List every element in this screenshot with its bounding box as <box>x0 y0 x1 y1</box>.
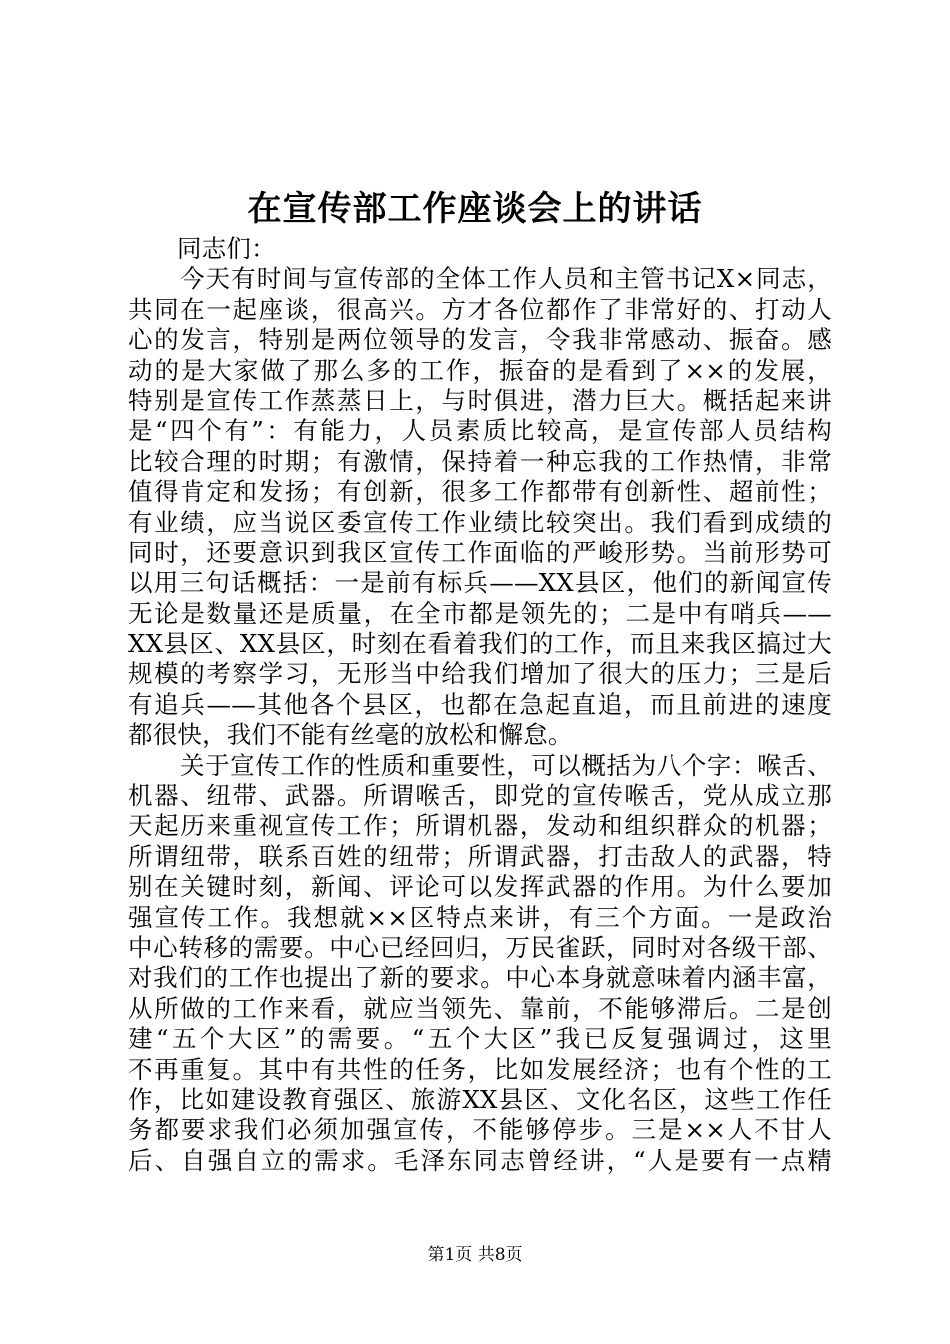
paragraph-1-line: 无论是数量还是质量，在全市都是领先的；二是中有哨兵—— <box>128 598 832 628</box>
paragraph-1-line: 以用三句话概括：一是前有标兵——XX县区，他们的新闻宣传 <box>128 568 832 598</box>
paragraph-1-line: 特别是宣传工作蒸蒸日上，与时俱进，潜力巨大。概括起来讲 <box>128 385 832 415</box>
paragraph-2-line: 从所做的工作来看，就应当领先、靠前，不能够滞后。二是创 <box>128 993 832 1023</box>
paragraph-2-line: 所谓纽带，联系百姓的纽带；所谓武器，打击敌人的武器，特 <box>128 841 832 871</box>
paragraph-1-line: 都很快，我们不能有丝毫的放松和懈怠。 <box>128 720 573 750</box>
paragraph-1-line: 有业绩，应当说区委宣传工作业绩比较突出。我们看到成绩的 <box>128 507 832 537</box>
paragraph-1-line: 共同在一起座谈，很高兴。方才各位都作了非常好的、打动人 <box>128 294 832 324</box>
paragraph-1-line: 规模的考察学习，无形当中给我们增加了很大的压力；三是后 <box>128 659 832 689</box>
paragraph-1-line: 值得肯定和发扬；有创新，很多工作都带有创新性、超前性； <box>128 477 832 507</box>
paragraph-1-line: XX县区、XX县区，时刻在看着我们的工作，而且来我区搞过大 <box>128 629 832 659</box>
paragraph-2-line: 中心转移的需要。中心已经回归，万民雀跃，同时对各级干部、 <box>128 932 832 962</box>
paragraph-1-line: 是“四个有”：有能力，人员素质比较高，是宣传部人员结构 <box>128 416 832 446</box>
paragraph-2-line: 后、自强自立的需求。毛泽东同志曾经讲，“人是要有一点精 <box>128 1145 832 1175</box>
paragraph-2-line: 对我们的工作也提出了新的要求。中心本身就意味着内涵丰富， <box>128 963 832 993</box>
paragraph-2-line: 强宣传工作。我想就××区特点来讲，有三个方面。一是政治 <box>128 902 832 932</box>
paragraph-2-line: 务都要求我们必须加强宣传，不能够停步。三是××人不甘人 <box>128 1115 832 1145</box>
paragraph-1-line: 同时，还要意识到我区宣传工作面临的严峻形势。当前形势可 <box>128 537 832 567</box>
salutation: 同志们： <box>177 234 276 263</box>
paragraph-1-line: 有追兵——其他各个县区，也都在急起直追，而且前进的速度 <box>128 689 832 719</box>
document-body <box>128 234 832 1176</box>
paragraph-1-line: 动的是大家做了那么多的工作，振奋的是看到了××的发展， <box>128 355 832 385</box>
paragraph-1-line: 今天有时间与宣传部的全体工作人员和主管书记X×同志， <box>180 264 832 294</box>
document-title: 在宣传部工作座谈会上的讲话 <box>247 189 703 229</box>
paragraph-1-line: 心的发言，特别是两位领导的发言，令我非常感动、振奋。感 <box>128 325 832 355</box>
paragraph-2-line: 作，比如建设教育强区、旅游XX县区、文化名区，这些工作任 <box>128 1084 832 1114</box>
paragraph-2-line: 别在关键时刻，新闻、评论可以发挥武器的作用。为什么要加 <box>128 872 832 902</box>
paragraph-1-line: 比较合理的时期；有激情，保持着一种忘我的工作热情，非常 <box>128 446 832 476</box>
page-number-footer: 第1页 共8页 <box>427 1245 523 1265</box>
paragraph-2-line: 机器、纽带、武器。所谓喉舌，即党的宣传喉舌，党从成立那 <box>128 781 832 811</box>
paragraph-2-line: 不再重复。其中有共性的任务，比如发展经济；也有个性的工 <box>128 1054 832 1084</box>
paragraph-2-line: 关于宣传工作的性质和重要性，可以概括为八个字：喉舌、 <box>180 750 832 780</box>
paragraph-2-line: 天起历来重视宣传工作；所谓机器，发动和组织群众的机器； <box>128 811 832 841</box>
paragraph-2-line: 建“五个大区”的需要。“五个大区”我已反复强调过，这里 <box>128 1024 832 1054</box>
